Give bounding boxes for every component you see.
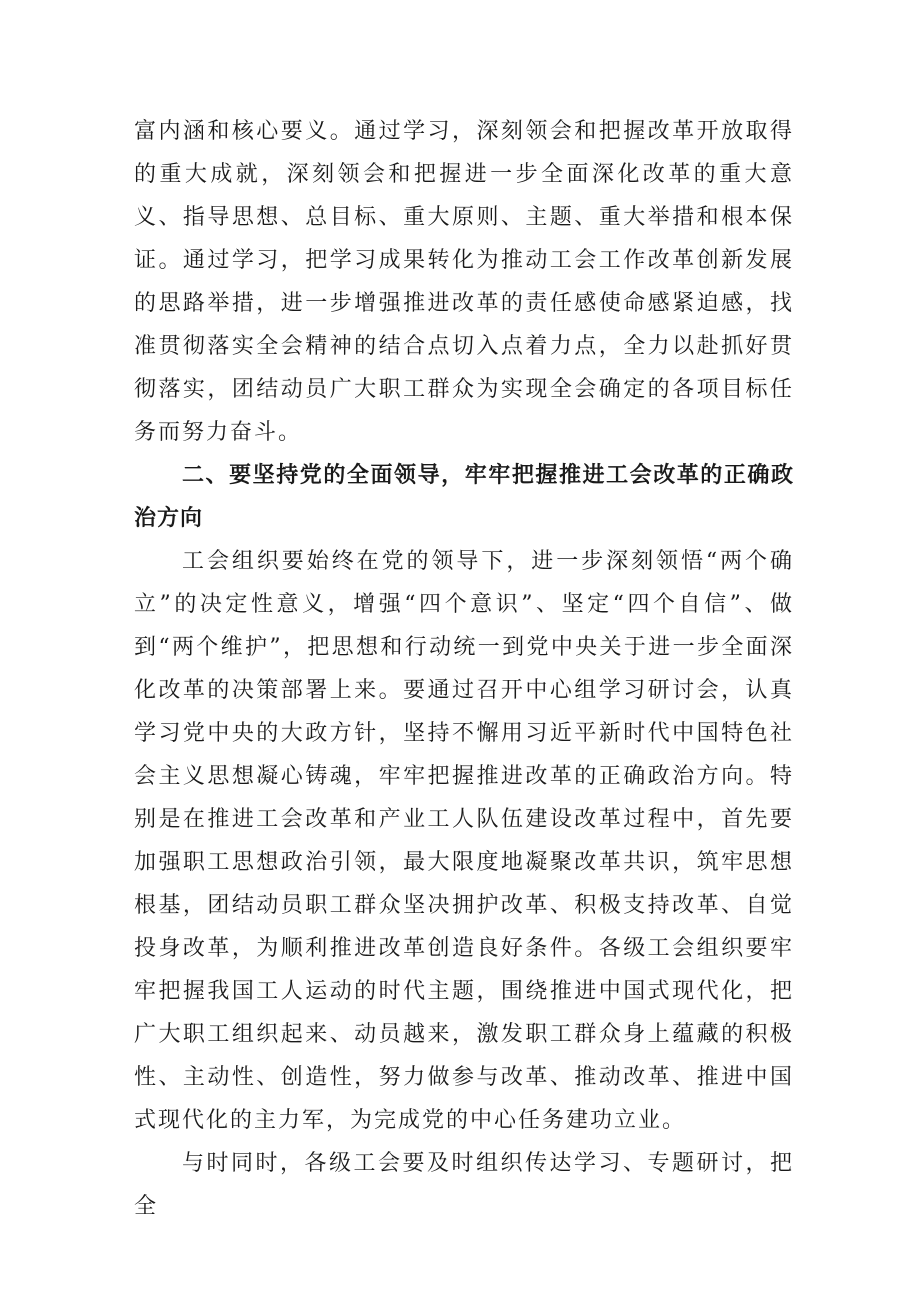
paragraph-continuation: 富内涵和核心要义。通过学习，深刻领会和把握改革开放取得的重大成就，深刻领会和把握进一步全面深化改革的重大意义、指导思想、总目标、重大原则、主题、重大举措和根本保证。通过学习，把学习成果转化为推动工会工作改革创新发展的思路举措，进一步增强推进改革的责任感使命感紧迫感，找准贯彻落实全会精神的结合点切入点着力点，全力以赴抓好贯彻落实，团结动员广大职工群众为实现全会确定的各项目标任务而努力奋斗。 [134, 119, 794, 445]
paragraph-body: 工会组织要始终在党的领导下，进一步深刻领悟“两个确立”的决定性意义，增强“四个意识”、坚定“四个自信”、做到“两个维护”，把思想和行动统一到党中央关于进一步全面深化改革的决策部署上来。要通过召开中心组学习研讨会，认真学习党中央的大政方针，坚持不懈用习近平新时代中国特色社会主义思想凝心铸魂，牢牢把握推进改革的正确政治方向。特别是在推进工会改革和产业工人队伍建设改革过程中，首先要加强职工思想政治引领，最大限度地凝聚改革共识，筑牢思想根基，团结动员职工群众坚决拥护改革、积极支持改革、自觉投身改革，为顺利推进改革创造良好条件。各级工会组织要牢牢把握我国工人运动的时代主题，围绕推进中国式现代化，把广大职工组织起来、动员越来，激发职工群众身上蕴藏的积极性、主动性、创造性，努力做参与改革、推动改革、推进中国式现代化的主力军，为完成党的中心任务建功立业。 [134, 549, 794, 1133]
section-heading: 二、要坚持党的全面领导，牢牢把握推进工会改革的正确政治方向 [134, 463, 794, 531]
paragraph-body-truncated: 与时同时，各级工会要及时组织传达学习、专题研讨，把全 [134, 1151, 794, 1219]
document-body [134, 110, 794, 1228]
